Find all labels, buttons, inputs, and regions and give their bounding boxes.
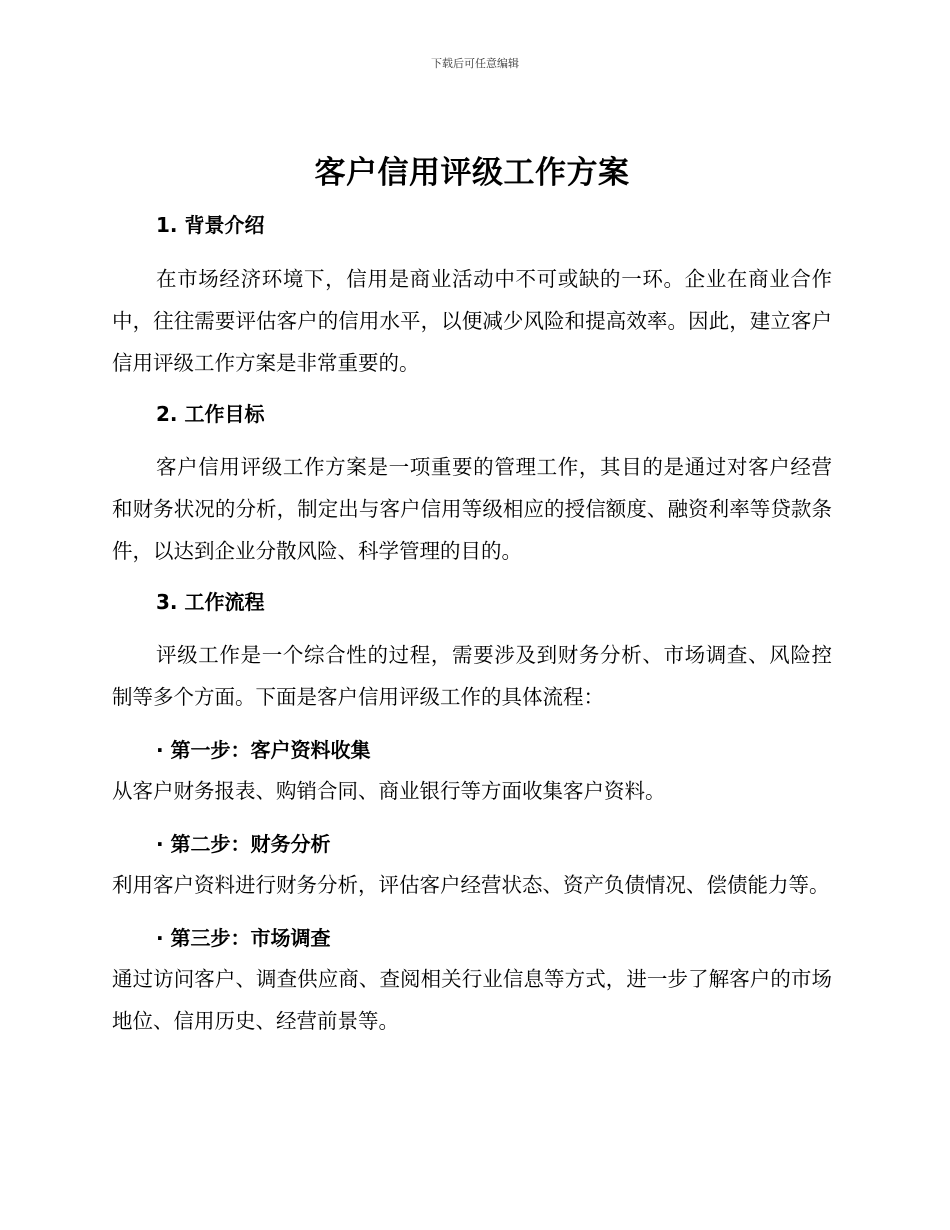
document-title: 客户信用评级工作方案 — [314, 155, 630, 191]
section-paragraph-process: 评级工作是一个综合性的过程，需要涉及到财务分析、市场调查、风险控制等多个方面。下面是客户信用评级工作的具体流程： — [112, 643, 832, 709]
section-heading-process: 3. 工作流程 — [156, 590, 265, 614]
section-heading-goals: 2. 工作目标 — [156, 402, 265, 426]
document-body — [112, 145, 832, 1042]
step-heading-3: · 第三步：市场调查 — [156, 926, 331, 950]
step-body-2: 利用客户资料进行财务分析，评估客户经营状态、资产负债情况、偿债能力等。 — [112, 873, 830, 897]
step-body-3: 通过访问客户、调查供应商、查阅相关行业信息等方式，进一步了解客户的市场地位、信用历史、经营前景等。 — [112, 967, 832, 1033]
section-paragraph-background: 在市场经济环境下，信用是商业活动中不可或缺的一环。企业在商业合作中，往往需要评估客户的信用水平，以便减少风险和提高效率。因此，建立客户信用评级工作方案是非常重要的。 — [112, 267, 832, 375]
step-heading-1: · 第一步：客户资料收集 — [156, 738, 371, 762]
step-body-1: 从客户财务报表、购销合同、商业银行等方面收集客户资料。 — [112, 779, 666, 803]
step-heading-2: · 第二步：财务分析 — [156, 832, 331, 856]
section-heading-background: 1. 背景介绍 — [156, 213, 265, 237]
section-paragraph-goals: 客户信用评级工作方案是一项重要的管理工作，其目的是通过对客户经营和财务状况的分析，制定出与客户信用等级相应的授信额度、融资利率等贷款条件，以达到企业分散风险、科学管理的目的。 — [112, 455, 832, 563]
header-note: 下载后可任意编辑 — [431, 57, 519, 70]
